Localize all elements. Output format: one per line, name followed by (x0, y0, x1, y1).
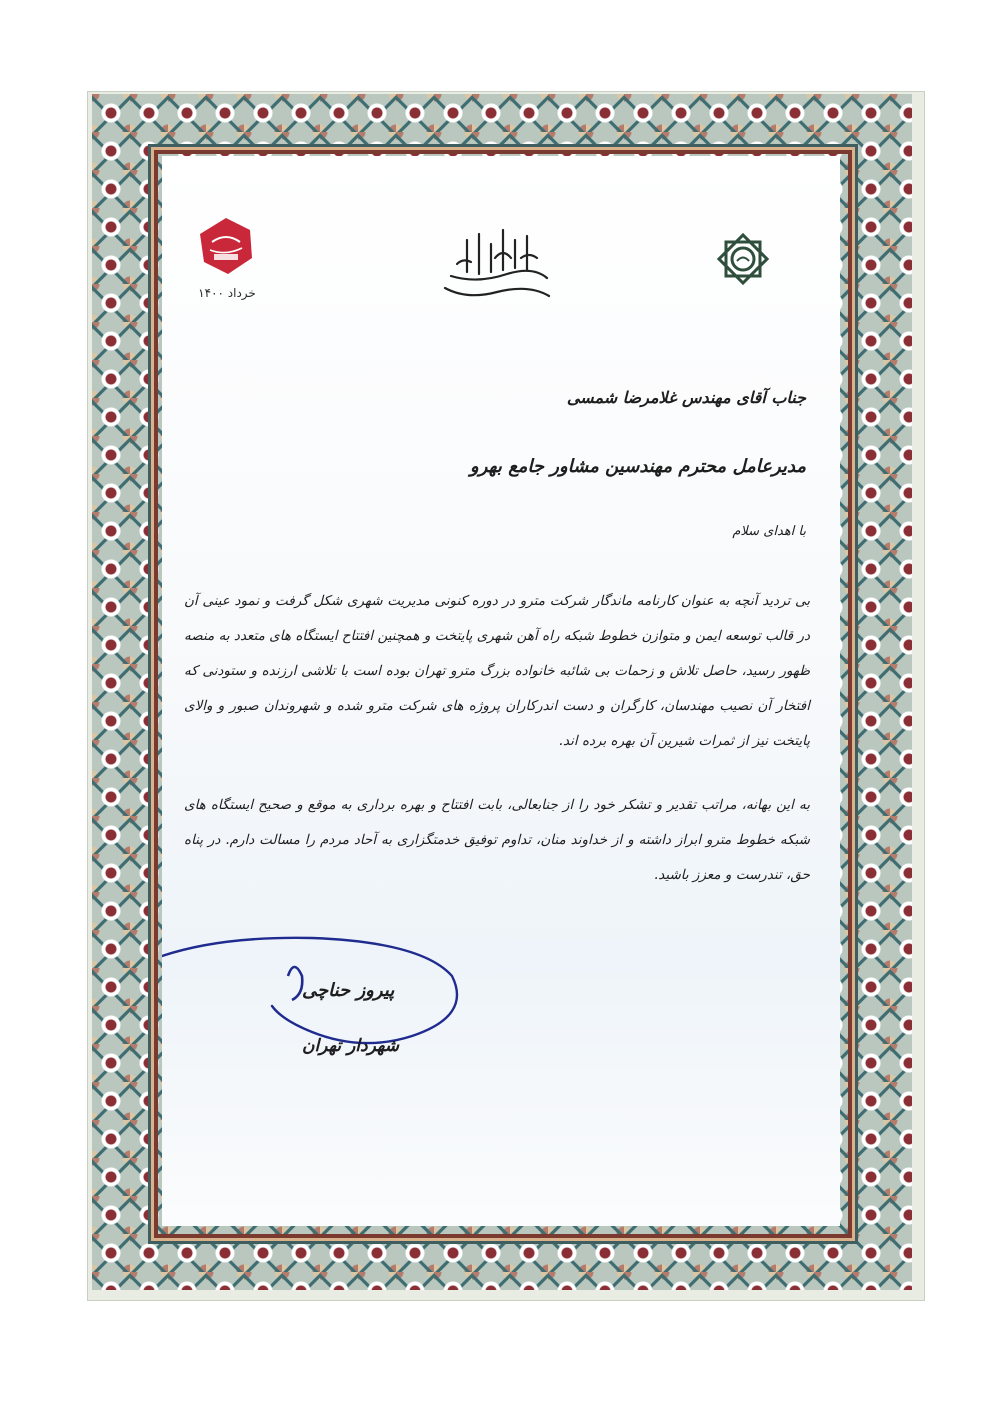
signer-name: پیروز حناچی (302, 980, 395, 1001)
tehran-municipality-logo (712, 228, 774, 290)
signer-title: شهردار تهران (302, 1036, 400, 1056)
stamp-badge (196, 216, 256, 276)
greeting: با اهدای سلام (732, 524, 806, 539)
letter-paper (162, 156, 840, 1226)
basmala-calligraphy (437, 218, 557, 310)
addressee-line2: مدیرعامل محترم مهندسین مشاور جامع بهرو (470, 456, 806, 477)
stamp-date: خرداد ۱۴۰۰ (198, 286, 256, 300)
body-paragraph: به این بهانه، مراتب تقدیر و تشکر خود را از جنابعالی، بابت افتتاح و بهره برداری به موقع و صحیح ایستگاه های شبکه خطوط مترو ابراز داشته و از خداوند منان، تداوم توفیق خدمتگزاری به آحاد مردم را مسالت دارم. در پناه حق، تندرست و معزز باشید. (184, 797, 810, 883)
certificate-photo (88, 92, 924, 1300)
body-paragraph: بی تردید آنچه به عنوان کارنامه ماندگار شرکت مترو در دوره کنونی مدیریت شهری شکل گرفت و نمود عینی آن در قالب توسعه ایمن و متوازن خطوط شبکه راه آهن شهری پایتخت و همچنین افتتاح ایستگاه های متعدد به منصه ظهور رسید، حاصل تلاش و زحمات بی شائبه خانواده بزرگ مترو تهران بوده است با تلاشی ارزنده و ستودنی که افتخار آن نصیب مهندسان، کارگران و دست اندرکاران پروژه های شرکت مترو شده و شهروندان صبور و والای پایتخت نیز از ثمرات شیرین آن بهره برده اند. (184, 593, 810, 749)
addressee-line1: جناب آقای مهندس غلامرضا شمسی (566, 388, 806, 407)
